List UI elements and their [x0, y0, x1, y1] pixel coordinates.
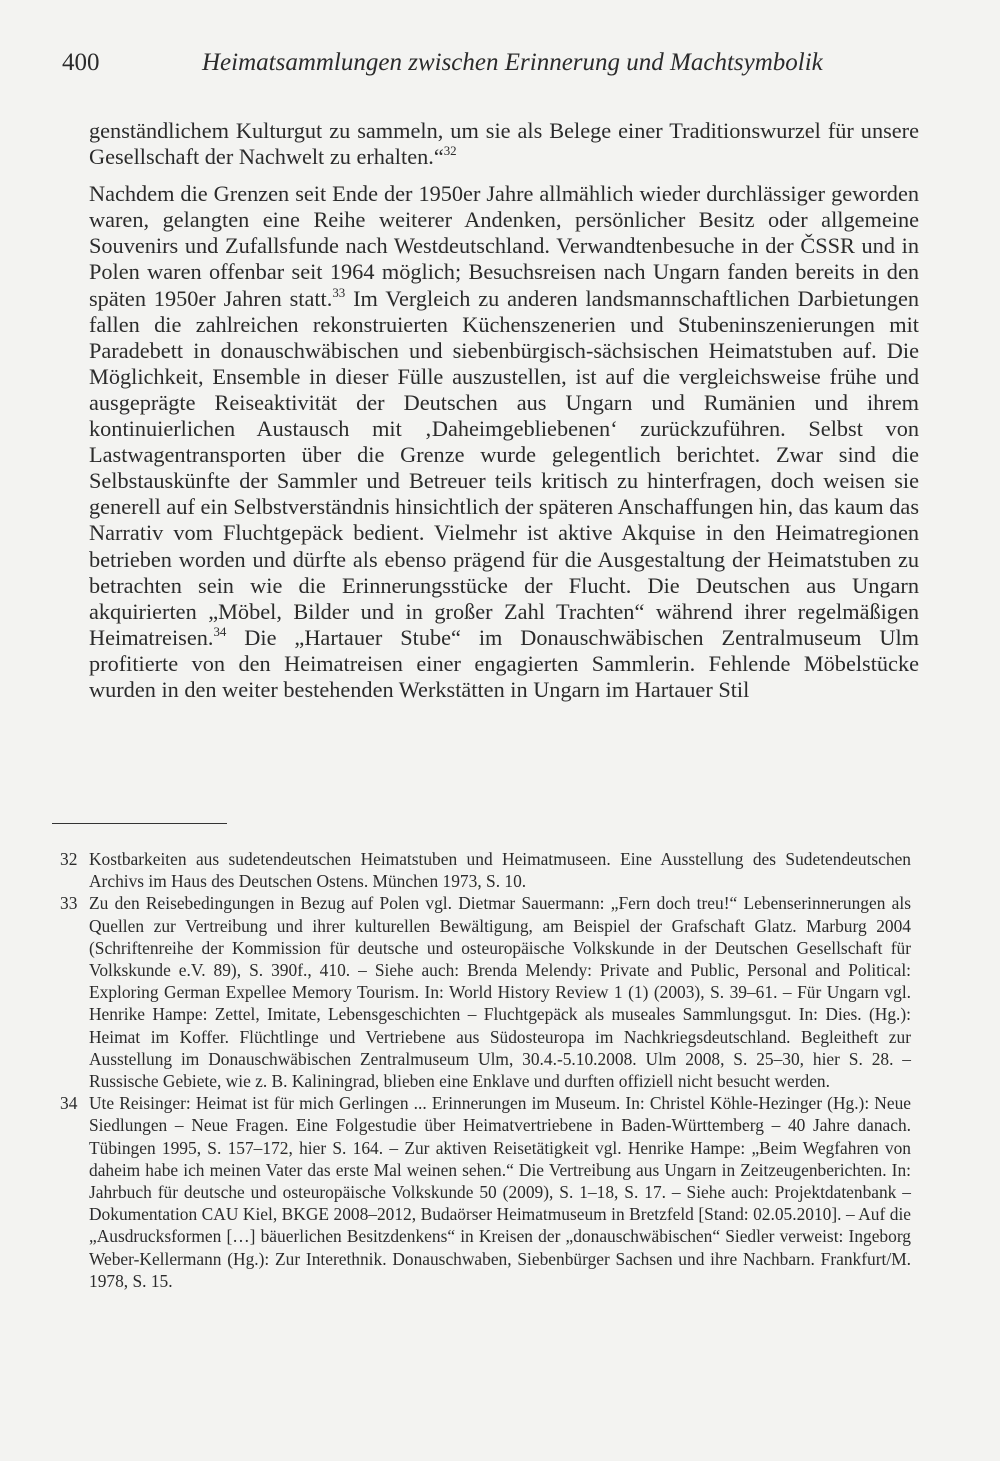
page-number: 400 — [62, 49, 100, 76]
paragraph — [89, 181, 919, 703]
footnote-number: 32 — [60, 849, 78, 869]
footnote-reference: 32 — [443, 143, 457, 159]
running-head — [62, 48, 932, 78]
paragraph-text: Im Vergleich zu anderen landsmannschaftlichen Darbietungen fallen die zahlreichen rekonstruierten Küchenszenerien und Stubeninszenierungen mit Paradebett in donauschwäbischen und siebenbürgisch-sächsischen Heimatstuben auf. Die Möglichkeit, Ensemble in dieser Fülle auszustellen, ist auf die vergleichsweise frühe und ausgeprägte Reiseaktivität der Deutschen aus Ungarn und Rumänien und ihrem kontinuierlichen Austausch mit ‚Daheimgebliebenen‘ zurückzuführen. Selbst von Lastwagentransporten über die Grenze wurde gelegentlich berichtet. Zwar sind die Selbstauskünfte der Sammler und Betreuer teils kritisch zu hinterfragen, doch weisen sie generell auf ein Selbstverständnis hinsichtlich der späteren Anschaffungen hin, das kaum das Narrativ vom Fluchtgepäck bedient. Vielmehr ist aktive Akquise in den Heimatregionen betrieben worden und dürfte als ebenso prägend für die Ausgestaltung der Heimatstuben zu betrachten sein wie die Erinnerungsstücke der Flucht. Die Deutschen aus Ungarn akquirierten „Möbel, Bilder und in großer Zahl Trachten“ während ihrer regelmäßigen Heimatreisen. — [89, 285, 919, 650]
footnote — [60, 892, 911, 1092]
footnote-separator — [52, 823, 227, 824]
paragraph-continued — [89, 118, 919, 170]
footnote — [60, 1092, 911, 1292]
paragraph-text: Die „Hartauer Stube“ im Donauschwäbischen Zentralmuseum Ulm profitierte von den Heimatreisen einer engagierten Sammlerin. Fehlende Möbelstücke wurden in den weiter bestehenden Werkstätten in Ungarn im Hartauer Stil — [89, 624, 919, 702]
running-title: Heimatsammlungen zwischen Erinnerung und Machtsymbolik — [202, 49, 823, 76]
footnote-reference: 33 — [332, 284, 346, 300]
footnote-text: Zu den Reisebedingungen in Bezug auf Polen vgl. Dietmar Sauermann: „Fern doch treu!“ Lebenserinnerungen als Quellen zur Vertreibung und ihrer kulturellen Bewältigung, am Beispiel der Grafschaft Glatz. Marburg 2004 (Schriftenreihe der Kommission für deutsche und osteuropäische Volkskunde in der Deutschen Gesellschaft für Volkskunde e.V. 89), S. 390f., 410. – Siehe auch: Brenda Melendy: Private and Public, Personal and Political: Exploring German Expellee Memory Tourism. In: World History Review 1 (1) (2003), S. 39–61. – Für Ungarn vgl. Henrike Hampe: Zettel, Imitate, Lebensgeschichten – Fluchtgepäck als museales Sammlungsgut. In: Dies. (Hg.): Heimat im Koffer. Flüchtlinge und Vertriebene aus Südosteuropa im Nachkriegsdeutschland. Begleitheft zur Ausstellung im Donauschwäbischen Zentralmuseum Ulm, 30.4.-5.10.2008. Ulm 2008, S. 25–30, hier S. 28. – Russische Gebiete, wie z. B. Kaliningrad, blieben eine Enklave und durften offiziell nicht besucht werden. — [89, 893, 911, 1092]
footnotes — [60, 848, 911, 1292]
footnote-number: 33 — [60, 893, 78, 914]
footnote-text: Ute Reisinger: Heimat ist für mich Gerlingen ... Erinnerungen im Museum. In: Christel Köhle-Hezinger (Hg.): Neue Siedlungen – Neue Fragen. Eine Folgestudie über Heimatvertriebene in Baden-Württemberg – 40 Jahre danach. Tübingen 1995, S. 157–172, hier S. 164. – Zur aktiven Reisetätigkeit vgl. Henrike Hampe: „Beim Wegfahren von daheim habe ich meinen Vater das erste Mal weinen sehen.“ Die Vertreibung aus Ungarn in Zeitzeugenberichten. In: Jahrbuch für deutsche und osteuropäische Volkskunde 50 (2009), S. 1–18, S. 17. – Siehe auch: Projektdatenbank – Dokumentation CAU Kiel, BKGE 2008–2012, Budaörser Heimatmuseum in Bretzfeld [Stand: 02.05.2010]. – Auf die „Ausdrucksformen […] bäuerlichen Besitzdenkens“ in Kreisen der „donauschwäbischen“ Siedler verweist: Ingeborg Weber-Kellermann (Hg.): Zur Interethnik. Donauschwaben, Siebenbürger Sachsen und ihre Nachbarn. Frankfurt/M. 1978, S. 15. — [89, 1093, 911, 1291]
main-text — [89, 118, 919, 703]
footnote-text: Kostbarkeiten aus sudetendeutschen Heimatstuben und Heimatmuseen. Eine Ausstellung des Sudetendeutschen Archivs im Haus des Deutschen Ostens. München 1973, S. 10. — [89, 849, 911, 892]
footnote — [60, 848, 911, 892]
footnote-number: 34 — [60, 1093, 78, 1114]
paragraph-text: genständlichem Kulturgut zu sammeln, um sie als Belege einer Traditionswurzel für unsere Gesellschaft der Nachwelt zu erhalten.“ — [89, 118, 919, 170]
paragraph-text: Nachdem die Grenzen seit Ende der 1950er Jahre allmählich wieder durchlässiger geworden waren, gelangten eine Reihe weiterer Andenken, persönlicher Besitz oder allgemeine Souvenirs und Zufallsfunde nach Westdeutschland. Verwandtenbesuche in der ČSSR und in Polen waren offenbar seit 1964 möglich; Besuchsreisen nach Ungarn fanden bereits in den späten 1950er Jahren statt. — [89, 181, 919, 311]
footnote-reference: 34 — [213, 623, 227, 639]
